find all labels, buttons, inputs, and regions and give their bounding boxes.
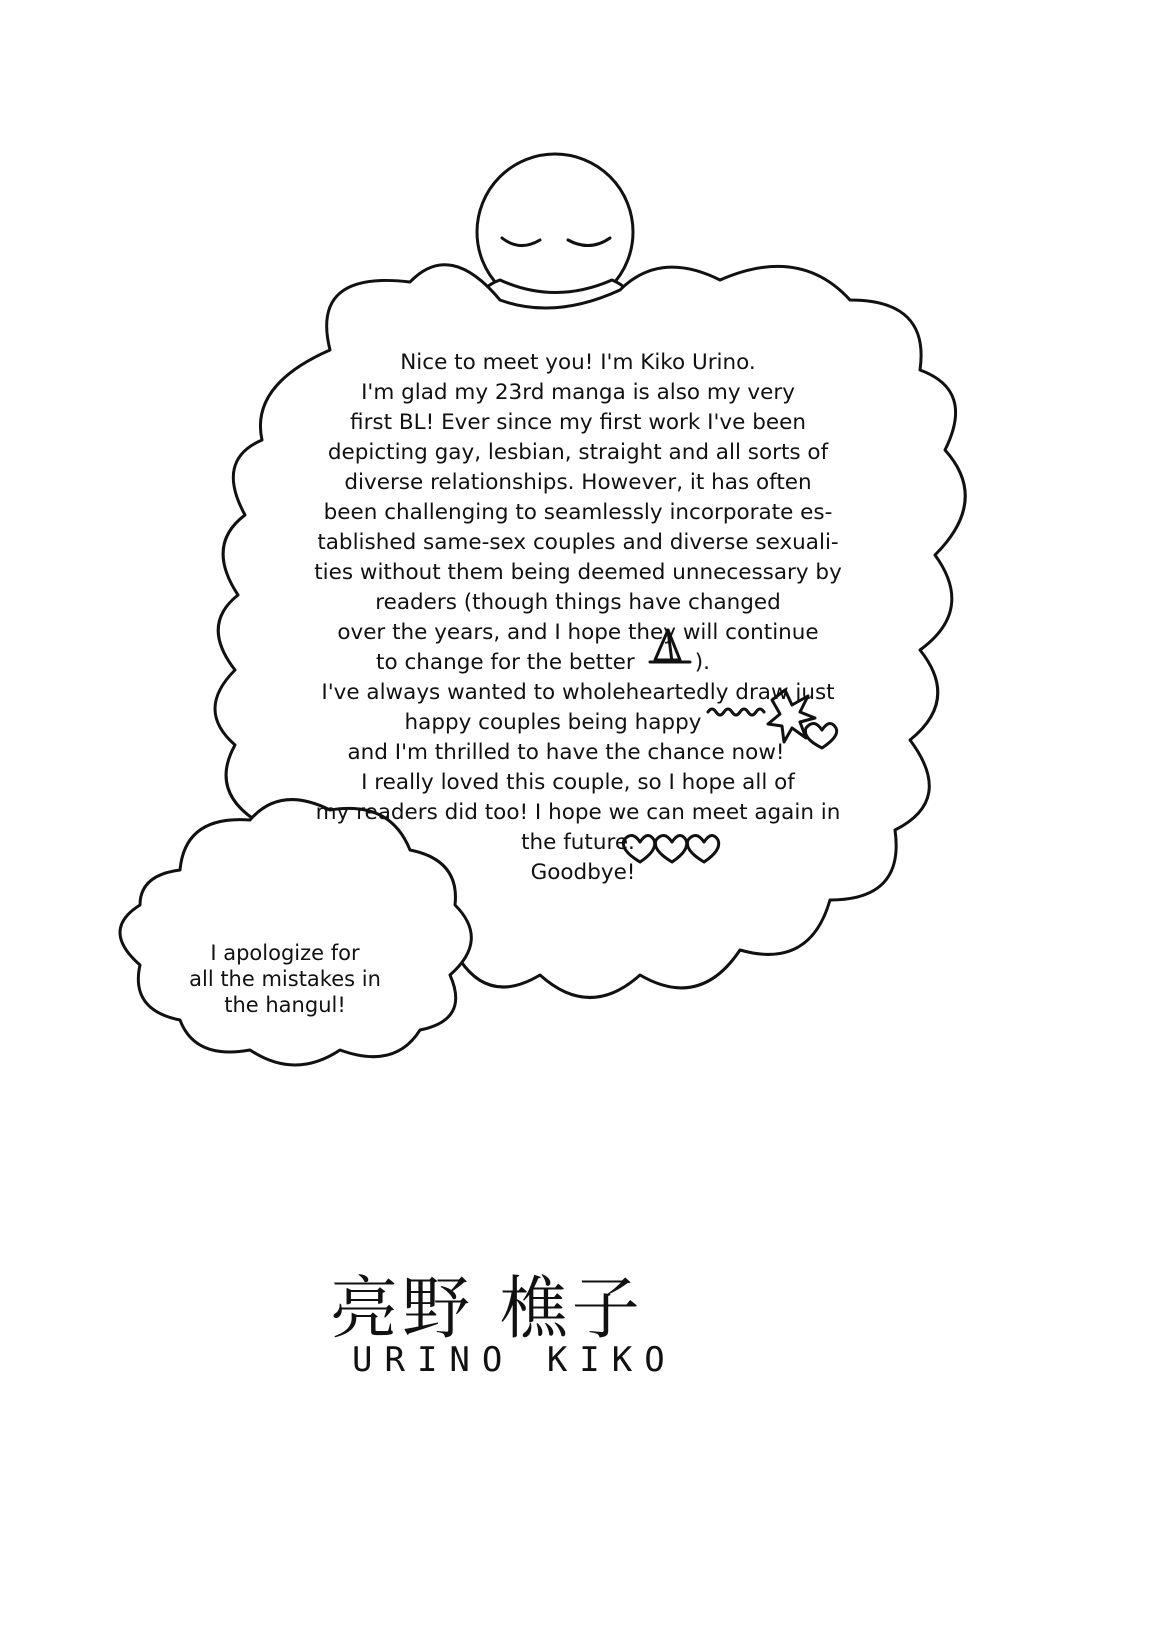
message-line: the future. [521,830,635,855]
message-line: happy couples being happy [404,710,702,735]
message-line: I really loved this couple, so I hope all of [361,770,795,795]
side-note-line: all the mistakes in [189,967,381,991]
message-line: to change for the better ). [376,650,710,675]
afterword-message [268,348,888,888]
message-line: over the years, and I hope they will continue [337,620,819,645]
message-line: Nice to meet you! I'm Kiko Urino. [400,350,756,375]
author-signature-japanese: 亮野 樵子 [330,1270,644,1349]
message-line: tablished same-sex couples and diverse sexuali- [317,530,839,555]
side-note [140,940,430,1018]
message-line: diverse relationships. However, it has often [344,470,812,495]
message-line: first BL! Ever since my first work I've been [350,410,806,435]
message-line: I'm glad my 23rd manga is also my very [361,380,795,405]
side-note-line: the hangul! [224,993,346,1017]
message-line: been challenging to seamlessly incorporate es- [323,500,833,525]
message-line: readers (though things have changed [375,590,781,615]
message-line: depicting gay, lesbian, straight and all sorts of [327,440,829,465]
author-signature-romaji: URINO KIKO [352,1340,677,1380]
side-note-line: I apologize for [210,941,360,965]
message-line: ties without them being deemed unnecessary by [314,560,842,585]
message-line: I've always wanted to wholeheartedly draw just [321,680,835,705]
message-line: my readers did too! I hope we can meet again in [315,800,841,825]
message-line: Goodbye! [530,860,636,885]
message-line: and I'm thrilled to have the chance now! [347,740,785,765]
